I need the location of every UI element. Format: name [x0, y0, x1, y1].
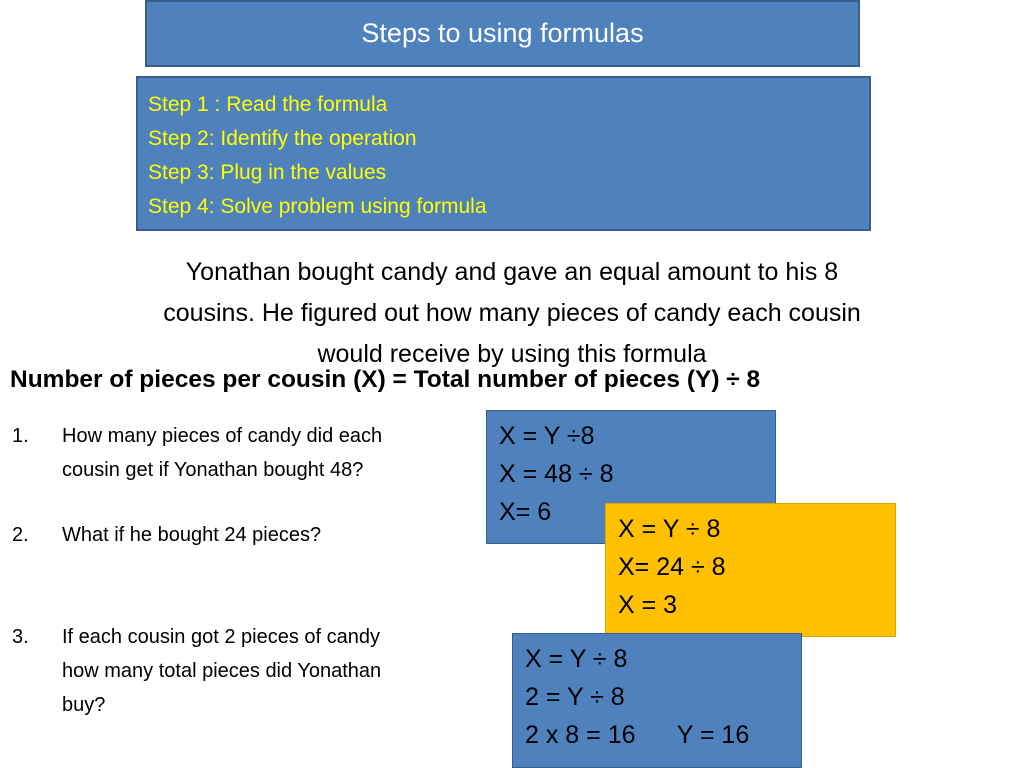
answer-2-line-2: X= 24 ÷ 8: [618, 553, 726, 581]
slide-title-text: Steps to using formulas: [361, 18, 644, 48]
answer-1-line-2: X = 48 ÷ 8: [499, 460, 614, 488]
answer-3-line-2: 2 = Y ÷ 8: [525, 683, 625, 711]
answer-3-line-1: X = Y ÷ 8: [525, 645, 628, 673]
answer-3-line-3: 2 x 8 = 16 Y = 16: [525, 721, 750, 749]
step-3: Step 3: Plug in the values: [148, 161, 387, 184]
story-text: [60, 252, 964, 375]
question-3-number: 3.: [12, 626, 29, 648]
story-line-1: Yonathan bought candy and gave an equal amount to his 8: [185, 258, 839, 286]
step-1: Step 1 : Read the formula: [148, 93, 388, 116]
question-3-line-3: buy?: [62, 694, 106, 716]
story-line-3: would receive by using this formula: [317, 340, 707, 368]
step-4: Step 4: Solve problem using formula: [148, 195, 487, 218]
story-line-2: cousins. He figured out how many pieces of candy each cousin: [163, 299, 861, 327]
answer-1-line-3: X= 6: [499, 498, 552, 526]
step-2: Step 2: Identify the operation: [148, 127, 417, 150]
question-3-line-1: If each cousin got 2 pieces of candy: [62, 626, 380, 648]
answer-1-line-1: X = Y ÷8: [499, 422, 595, 450]
question-2-number: 2.: [12, 524, 29, 546]
answer-2-line-3: X = 3: [618, 591, 678, 619]
question-3-line-2: how many total pieces did Yonathan: [62, 660, 382, 682]
steps-box: [136, 76, 871, 231]
question-2-line-1: What if he bought 24 pieces?: [62, 524, 322, 546]
answer-box-3: [512, 633, 802, 768]
question-1-line-1: How many pieces of candy did each: [62, 425, 383, 447]
answer-2-line-1: X = Y ÷ 8: [618, 515, 721, 543]
question-1-number: 1.: [12, 425, 29, 447]
formula-statement: Number of pieces per cousin (X) = Total number of pieces (Y) ÷ 8: [10, 366, 761, 393]
slide-title: [145, 0, 860, 67]
question-1-line-2: cousin get if Yonathan bought 48?: [62, 459, 364, 481]
answer-box-2: [605, 503, 896, 637]
